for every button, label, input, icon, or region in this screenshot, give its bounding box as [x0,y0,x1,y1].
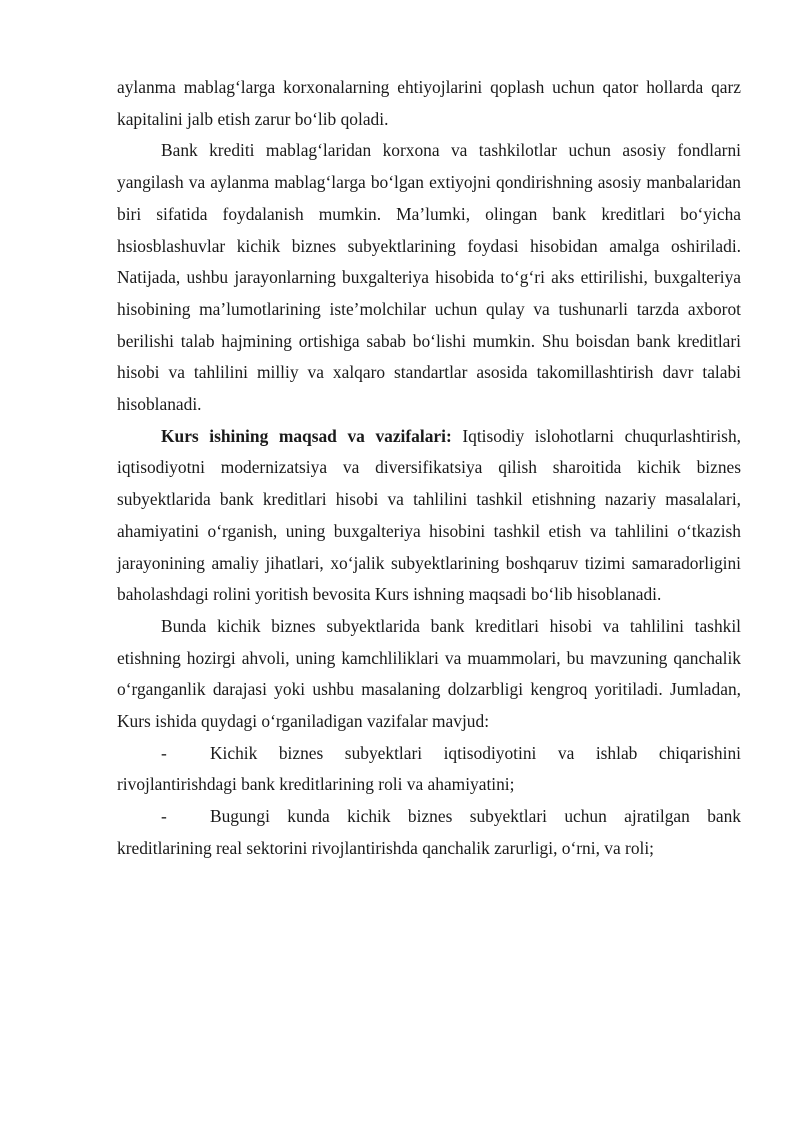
paragraph-text: Bunda kichik biznes subyektlarida bank kreditlari hisobi va tahlilini tashkil etishning hozirgi ahvoli, uning kamchliliklari va muammolari, bu mavzuning qanchalik o‘rganganlik darajasi yoki ushbu masalaning dolzarbligi kengroq yoritiladi. Jumladan, Kurs ishida quydagi o‘rganiladigan vazifalar mavjud: [117,615,741,732]
paragraph-bank-credit [117,135,741,420]
list-marker: - [161,806,167,827]
list-item [117,738,741,801]
paragraph-tasks-intro [117,611,741,738]
paragraph-goals [117,421,741,611]
list-marker: - [161,742,167,763]
list-item-text: Kichik biznes subyektlari iqtisodiyotini va ishlab chiqarishini rivojlantirishdagi bank kreditlarining roli va ahamiyatini; [117,742,741,795]
list-item-text: Bugungi kunda kichik biznes subyektlari uchun ajratilgan bank kreditlarining real sektorini rivojlantirishda qanchalik zarurligi, o‘rni, va roli; [117,806,741,858]
paragraph-text: aylanma mablag‘larga korxonalarning ehtiyojlarini qoplash uchun qator hollarda qarz kapitalini jalb etish zarur bo‘lib qoladi. [117,77,741,129]
list-item [117,801,741,864]
document-body [117,72,741,865]
paragraph-continuation [117,72,741,135]
paragraph-text: Bank krediti mablag‘laridan korxona va tashkilotlar uchun asosiy fondlarni yangilash va aylanma mablag‘larga bo‘lgan extiyojni qondirishning asosiy manbalaridan biri sifatida foydalanish mumkin. Ma’lumki, olingan bank kreditlari bo‘yicha hsiosblashuvlar kichik biznes subyektlarining foydasi hisobidan amalga oshiriladi. Natijada, ushbu jarayonlarning buxgalteriya hisobida to‘g‘ri aks ettirilishi, buxgalteriya hisobining ma’lumotlarining iste’molchilar uchun qulay va tushunarli tarzda axborot berilishi talab hajmining ortishiga sabab bo‘lishi mumkin. Shu boisdan bank kreditlari hisobi va tahlilini milliy va xalqaro standartlar asosida takomillashtirish davr talabi hisoblanadi. [117,140,741,415]
paragraph-text: Iqtisodiy islohotlarni chuqurlashtirish, iqtisodiyotni modernizatsiya va diversifikatsiya qilish sharoitida kichik biznes subyektlarida bank kreditlari hisobi va tahlilini tashkil etishning nazariy masalalari, ahamiyatini o‘rganish, uning buxgalteriya hisobini tashkil etish va tahlilini o‘tkazish jarayonining amaliy jihatlari, xo‘jalik subyektlarining boshqaruv tizimi samaradorligini baholashdagi rolini yoritish bevosita Kurs ishning maqsadi bo‘lib hisoblanadi. [117,425,741,605]
section-heading: Kurs ishining maqsad va vazifalari: [161,425,452,446]
